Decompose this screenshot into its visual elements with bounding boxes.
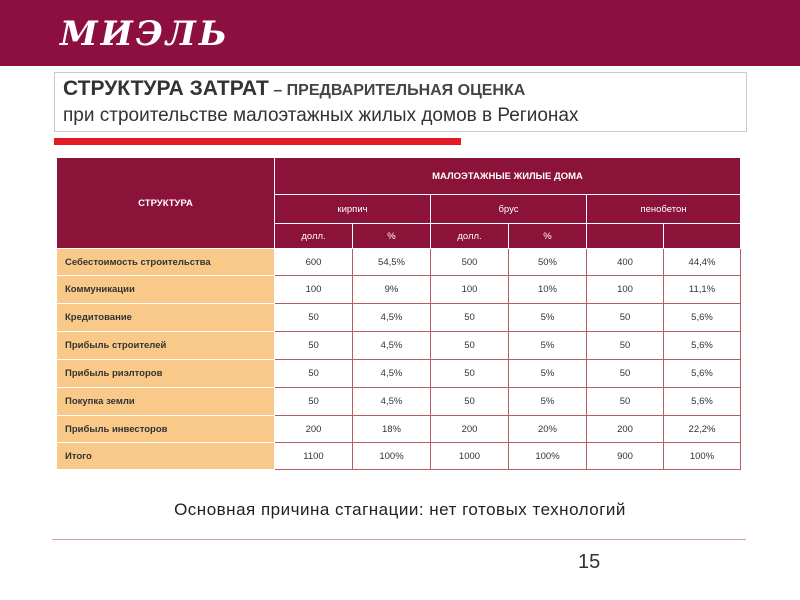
- table-row: [57, 276, 741, 304]
- table-cell: 4,5%: [353, 332, 431, 360]
- header-bar: [0, 0, 800, 66]
- row-label: Кредитование: [57, 304, 275, 332]
- material-header: брус: [431, 195, 587, 224]
- table-cell: 50: [275, 332, 353, 360]
- table-cell: 200: [431, 416, 509, 443]
- title-main: СТРУКТУРА ЗАТРАТ: [63, 77, 269, 100]
- unit-header: [664, 224, 741, 249]
- cost-structure-table: [56, 157, 741, 470]
- table-cell: 4,5%: [353, 360, 431, 388]
- table-cell: 4,5%: [353, 304, 431, 332]
- row-label: Себестоимость строительства: [57, 249, 275, 276]
- unit-header: %: [509, 224, 587, 249]
- table-cell: 50: [431, 304, 509, 332]
- table-cell: 5%: [509, 332, 587, 360]
- table-cell: 44,4%: [664, 249, 741, 276]
- row-label: Прибыль риэлторов: [57, 360, 275, 388]
- table-cell: 1000: [431, 443, 509, 470]
- table-row: [57, 332, 741, 360]
- table-cell: 5,6%: [664, 304, 741, 332]
- table-cell: 10%: [509, 276, 587, 304]
- table-cell: 50%: [509, 249, 587, 276]
- table-cell: 5%: [509, 388, 587, 416]
- table-cell: 50: [275, 388, 353, 416]
- table-row: [57, 388, 741, 416]
- table-row: [57, 416, 741, 443]
- table-cell: 22,2%: [664, 416, 741, 443]
- table-cell: 5%: [509, 360, 587, 388]
- table-cell: 50: [587, 388, 664, 416]
- table-cell: 200: [275, 416, 353, 443]
- table-cell: 50: [431, 360, 509, 388]
- table-cell: 50: [587, 360, 664, 388]
- unit-header: долл.: [275, 224, 353, 249]
- table-cell: 50: [431, 332, 509, 360]
- material-header: пенобетон: [587, 195, 741, 224]
- title-box: [54, 72, 747, 132]
- slide-title: [63, 77, 525, 101]
- row-label: Покупка земли: [57, 388, 275, 416]
- table-row: [57, 360, 741, 388]
- table-cell: 18%: [353, 416, 431, 443]
- table-cell: 54,5%: [353, 249, 431, 276]
- page-number: 15: [578, 551, 601, 573]
- table-cell: 5%: [509, 304, 587, 332]
- table-cell: 100: [587, 276, 664, 304]
- table-cell: 50: [275, 360, 353, 388]
- material-header: кирпич: [275, 195, 431, 224]
- slide-subtitle: при строительстве малоэтажных жилых домов в Регионах: [63, 105, 579, 126]
- title-dash: –: [268, 82, 287, 99]
- table-cell: 600: [275, 249, 353, 276]
- table-cell: 9%: [353, 276, 431, 304]
- table-cell: 1100: [275, 443, 353, 470]
- footer-divider: [52, 539, 746, 540]
- table-cell: 4,5%: [353, 388, 431, 416]
- title-sub: ПРЕДВАРИТЕЛЬНАЯ ОЦЕНКА: [286, 82, 526, 99]
- table-cell: 5,6%: [664, 332, 741, 360]
- table-cell: 500: [431, 249, 509, 276]
- company-logo: МИЭЛЬ: [60, 14, 230, 54]
- table-cell: 5,6%: [664, 360, 741, 388]
- table-cell: 100%: [353, 443, 431, 470]
- unit-header: %: [353, 224, 431, 249]
- table-cell: 50: [587, 332, 664, 360]
- unit-header: долл.: [431, 224, 509, 249]
- table-cell: 50: [275, 304, 353, 332]
- table-cell: 5,6%: [664, 388, 741, 416]
- group-header: МАЛОЭТАЖНЫЕ ЖИЛЫЕ ДОМА: [275, 158, 741, 195]
- table-cell: 50: [431, 388, 509, 416]
- table-row-total: [57, 443, 741, 470]
- row-label: Коммуникации: [57, 276, 275, 304]
- table-cell: 900: [587, 443, 664, 470]
- table-row: [57, 249, 741, 276]
- accent-bar: [54, 138, 461, 145]
- table-cell: 100: [431, 276, 509, 304]
- table-cell: 400: [587, 249, 664, 276]
- table-row: [57, 304, 741, 332]
- table-cell: 200: [587, 416, 664, 443]
- row-label: Прибыль строителей: [57, 332, 275, 360]
- table-cell: 50: [587, 304, 664, 332]
- row-label: Прибыль инвесторов: [57, 416, 275, 443]
- structure-header: СТРУКТУРА: [57, 158, 275, 249]
- table-cell: 100: [275, 276, 353, 304]
- row-label: Итого: [57, 443, 275, 470]
- table-cell: 11,1%: [664, 276, 741, 304]
- table-cell: 20%: [509, 416, 587, 443]
- table-cell: 100%: [509, 443, 587, 470]
- table-cell: 100%: [664, 443, 741, 470]
- unit-header: [587, 224, 664, 249]
- conclusion-text: Основная причина стагнации: нет готовых технологий: [174, 500, 626, 519]
